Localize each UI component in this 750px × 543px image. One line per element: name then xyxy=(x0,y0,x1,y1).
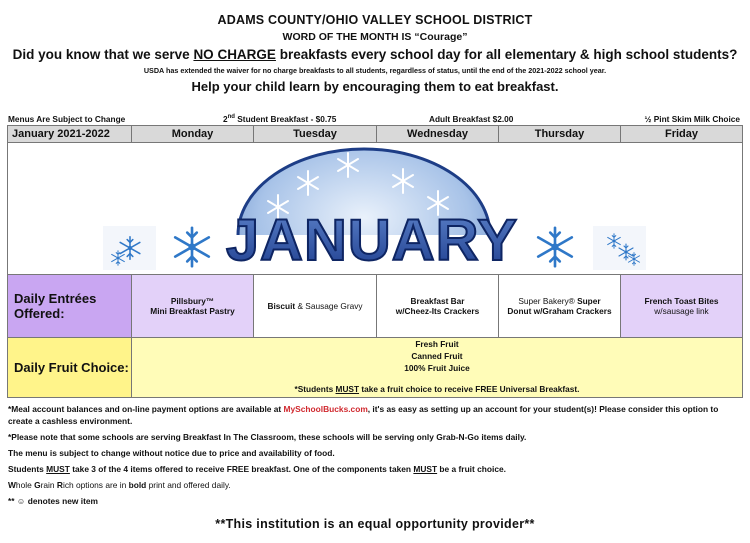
note-new-item: ** ☺ denotes new item xyxy=(8,496,98,506)
fruit-item: 100% Fruit Juice xyxy=(404,362,470,373)
entree-row xyxy=(8,275,743,338)
usda-note: USDA has extended the waiver for no charge breakfasts to all students, regardless of status, until the end of the 2021-2022 school year. xyxy=(143,66,607,75)
subject-to-change: Menus Are Subject to Change xyxy=(8,114,126,124)
encourage-line: Help your child learn by encouraging them to eat breakfast. xyxy=(191,79,559,94)
fruit-choices xyxy=(132,338,743,398)
banner-word: JANUARY xyxy=(226,208,518,273)
milk-choice: ½ Pint Skim Milk Choice xyxy=(644,114,740,124)
no-charge-pre: Did you know that we serve xyxy=(12,47,194,62)
monday-header: Monday xyxy=(132,126,254,143)
entree-monday: Pillsbury™ Mini Breakfast Pastry xyxy=(132,275,254,338)
january-banner xyxy=(8,143,743,275)
word-of-month: WORD OF THE MONTH IS “Courage” xyxy=(282,31,468,43)
note-change: The menu is subject to change without notice due to price and availability of food. xyxy=(8,448,335,458)
note-must: Students MUST take 3 of the 4 items offered to receive FREE breakfast. One of the components taken MUST be a fruit choice. xyxy=(8,464,506,474)
no-charge-post: breakfasts every school day for all elementary & high school students? xyxy=(275,47,738,62)
equal-opportunity-footer: **This institution is an equal opportunity provider** xyxy=(215,517,535,531)
entree-wednesday: Breakfast Bar w/Cheez-Its Crackers xyxy=(377,275,499,338)
thursday-header: Thursday xyxy=(499,126,621,143)
wednesday-header: Wednesday xyxy=(377,126,499,143)
month-header: January 2021-2022 xyxy=(8,126,132,143)
january-banner-art xyxy=(8,143,741,274)
district-title: ADAMS COUNTY/OHIO VALLEY SCHOOL DISTRICT xyxy=(217,13,533,27)
snowflake-icon xyxy=(175,228,209,266)
tuesday-header: Tuesday xyxy=(254,126,377,143)
second-breakfast-price: 2nd Student Breakfast - $0.75 xyxy=(223,114,337,124)
note-whole-grain: Whole Grain Rich options are in bold print and offered daily. xyxy=(8,480,231,490)
header-row xyxy=(8,126,743,143)
entree-tuesday: Biscuit & Sausage Gravy xyxy=(254,275,377,338)
no-charge-em: NO CHARGE xyxy=(193,47,276,62)
entree-label: Daily Entrées Offered: xyxy=(8,275,132,338)
adult-breakfast-price: Adult Breakfast $2.00 xyxy=(429,114,514,124)
breakfast-menu-table xyxy=(7,125,743,398)
notes-section xyxy=(8,403,743,511)
fruit-note: *Students MUST take a fruit choice to receive FREE Universal Breakfast. xyxy=(294,383,580,394)
note-accounts: *Meal account balances and on-line payment options are available at MySchoolBucks.com, it's as easy as setting up an account for your student(s)! Please consider this option to create a cashless environment. xyxy=(8,404,719,426)
note-classroom: *Please note that some schools are serving Breakfast In The Classroom, these schools will be serving only Grab-N-Go items daily. xyxy=(8,432,527,442)
myschoolbucks-link[interactable]: MySchoolBucks.com xyxy=(283,404,368,414)
entree-friday: French Toast Bites w/sausage link xyxy=(621,275,743,338)
snowflake-icon xyxy=(538,228,572,266)
entree-thursday: Super Bakery® Super Donut w/Graham Crackers xyxy=(499,275,621,338)
fruit-item: Canned Fruit xyxy=(411,350,463,361)
friday-header: Friday xyxy=(621,126,743,143)
price-bar xyxy=(8,114,740,125)
fruit-row xyxy=(8,338,743,398)
fruit-label: Daily Fruit Choice: xyxy=(8,338,132,398)
fruit-item: Fresh Fruit xyxy=(415,338,459,349)
no-charge-line xyxy=(0,47,750,62)
